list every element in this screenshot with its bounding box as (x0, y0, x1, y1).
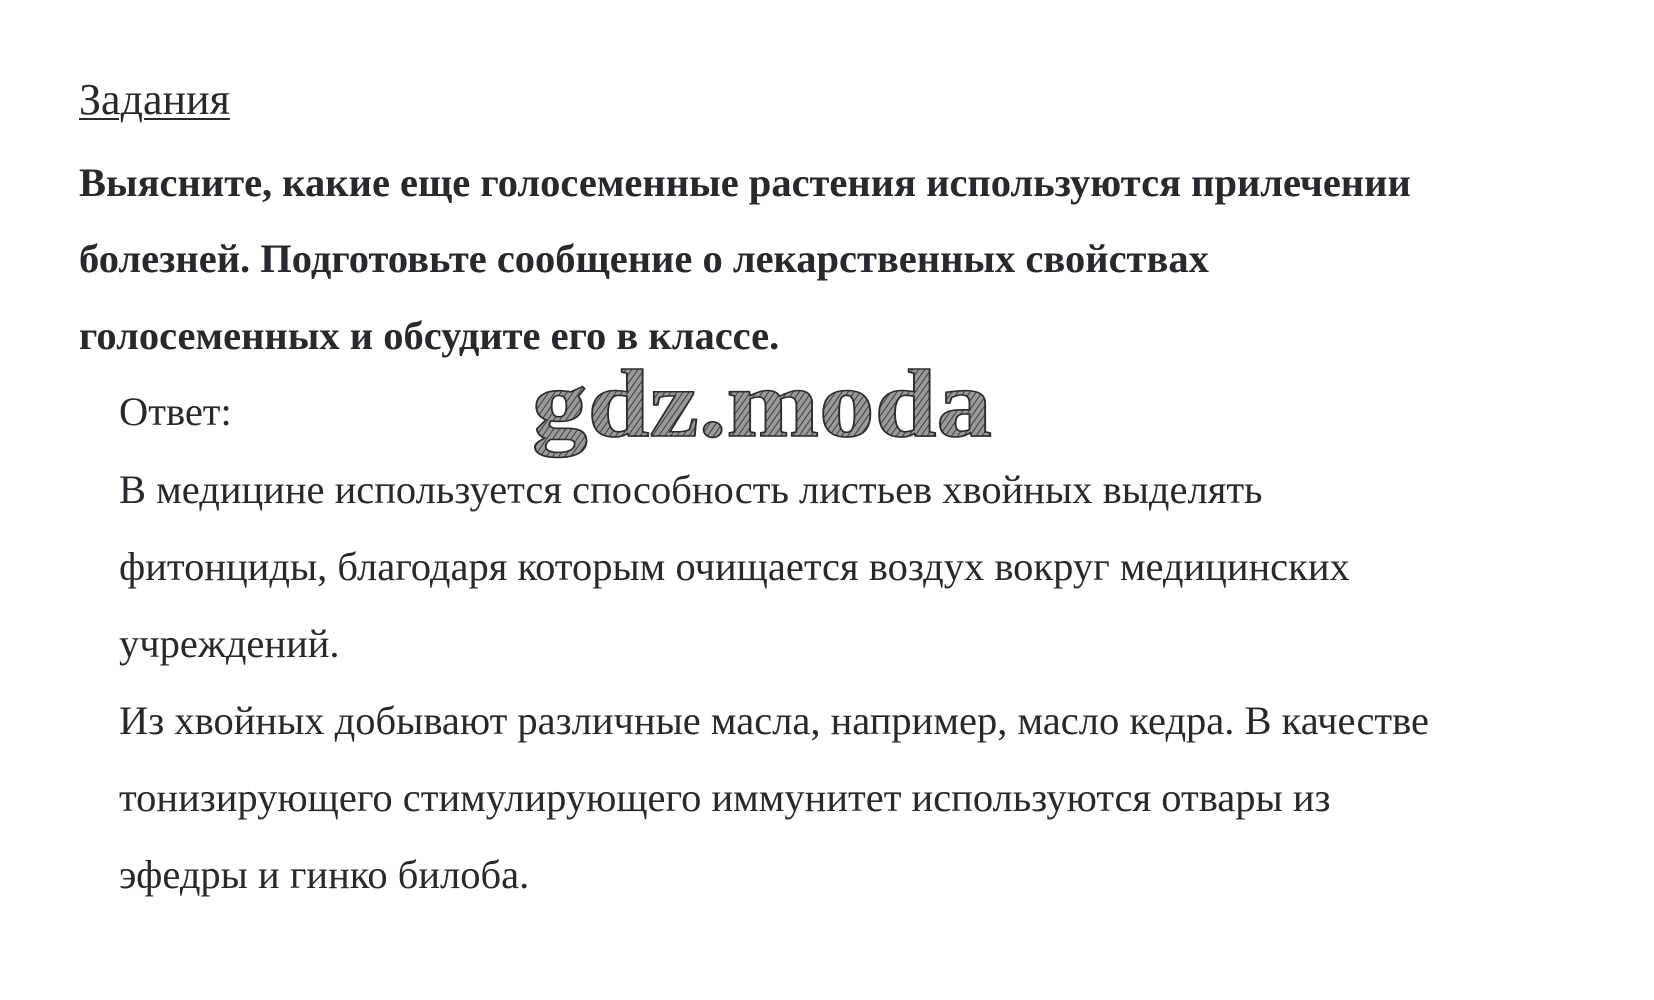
answer-text-line: Из хвойных добывают различные масла, например, масло кедра. В качестве (119, 698, 1429, 743)
answer-text-line: тонизирующего стимулирующего иммунитет используются отвары из (119, 775, 1331, 820)
answer-text-line: эфедры и гинко билоба. (119, 852, 530, 897)
watermark-text: gdz.moda (532, 360, 992, 457)
task-text-line: голосеменных и обсудите его в классе. (79, 313, 780, 358)
watermark-logo (528, 360, 998, 478)
task-text-line: Выясните, какие еще голосеменные растения используются прилечении (79, 160, 1411, 205)
answer-label: Ответ: (119, 389, 232, 434)
answer-text-line: фитонциды, благодаря которым очищается воздух вокруг медицинских (119, 544, 1350, 589)
section-heading: Задания (79, 75, 230, 124)
answer-text-line: учреждений. (119, 621, 340, 666)
task-text-line: болезней. Подготовьте сообщение о лекарственных свойствах (79, 236, 1209, 281)
answer-text-line: В медицине используется способность листьев хвойных выделять (119, 467, 1263, 512)
